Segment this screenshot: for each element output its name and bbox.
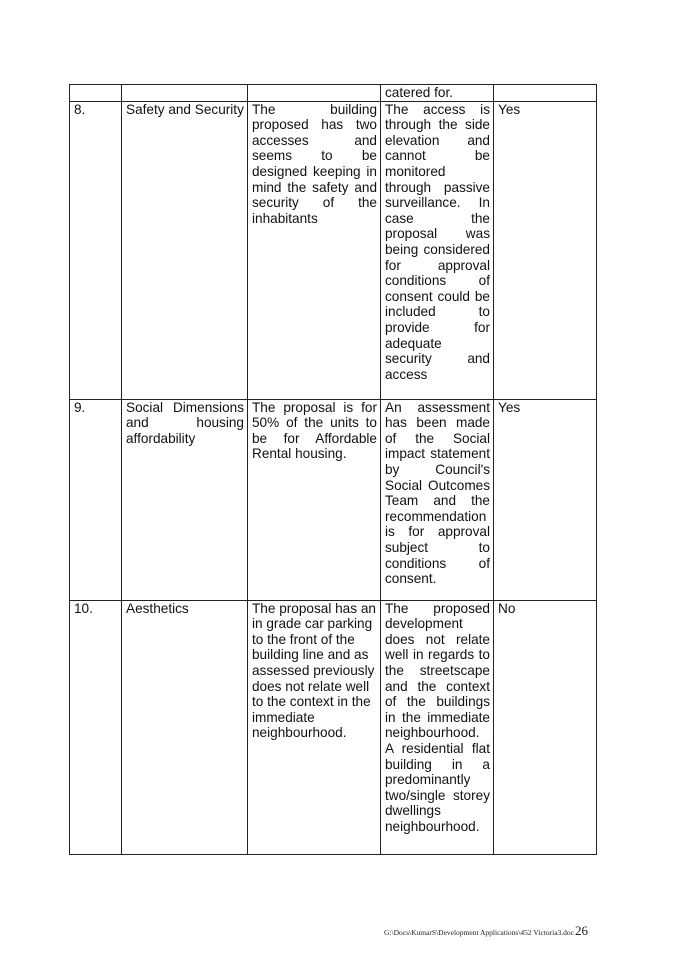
- cell-assessment: catered for.: [381, 85, 494, 102]
- cell-num: 9.: [70, 399, 122, 600]
- cell-criterion: Aesthetics: [122, 600, 248, 854]
- table-row-9: [70, 399, 597, 600]
- cell-compliance: [494, 85, 597, 102]
- cell-assessment: The proposed development does not relate well in regards to the streetscape and the context of the buildings in the immediate neighbourhood. A residential flat building in a predominantly two/single storey dwellings neighbourhood.: [381, 600, 494, 854]
- cell-num: [70, 85, 122, 102]
- cell-compliance: No: [494, 600, 597, 854]
- cell-description: [248, 85, 381, 102]
- table-row-continuation: [70, 85, 597, 102]
- cell-assessment: The access is through the side elevation and cannot be monitored through passive surveillance. In case the proposal was being considered for approval conditions of consent could be included to provide for adequate security and access: [381, 101, 494, 399]
- assessment-table: [69, 84, 597, 855]
- cell-description: The building proposed has two accesses and seems to be designed keeping in mind the safety and security of the inhabitants: [248, 101, 381, 399]
- cell-criterion: Safety and Security: [122, 101, 248, 399]
- cell-assessment: An assessment has been made of the Social impact statement by Council's Social Outcomes Team and the recommendation is for approval subject to conditions of consent.: [381, 399, 494, 600]
- cell-num: 8.: [70, 101, 122, 399]
- footer-file-path: G:\Docs\KumarS\Development Applications\452 Victoria3.doc: [383, 928, 574, 937]
- cell-description: The proposal is for 50% of the units to be for Affordable Rental housing.: [248, 399, 381, 600]
- page-number: 26: [575, 923, 588, 938]
- page-footer: [384, 923, 588, 939]
- cell-criterion: [122, 85, 248, 102]
- cell-compliance: Yes: [494, 101, 597, 399]
- table-row-10: [70, 600, 597, 854]
- table-row-8: [70, 101, 597, 399]
- cell-description: The proposal has an in grade car parking to the front of the building line and as assessed previously does not relate well to the context in the immediate neighbourhood.: [248, 600, 381, 854]
- cell-num: 10.: [70, 600, 122, 854]
- cell-criterion: Social Dimensions and housing affordability: [122, 399, 248, 600]
- cell-compliance: Yes: [494, 399, 597, 600]
